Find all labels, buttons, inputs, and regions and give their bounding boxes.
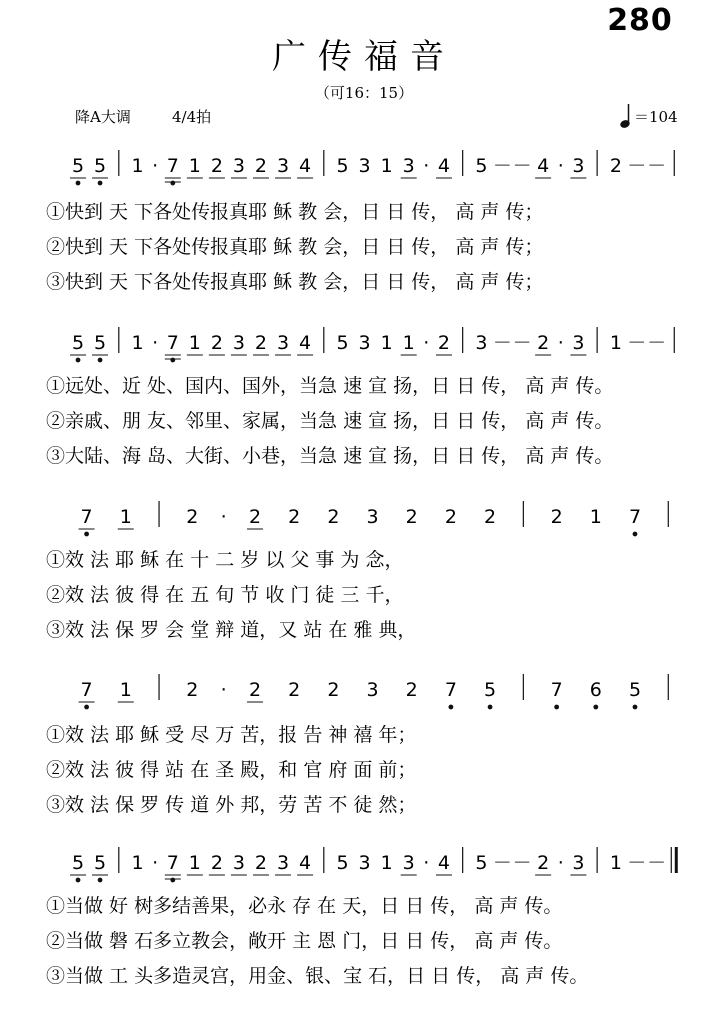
notation-token: 3 [572, 852, 585, 874]
notation-token: － [512, 852, 532, 874]
notation-token: · [557, 332, 564, 354]
notation-token: 2 [405, 679, 418, 701]
notation-token: 1 [131, 332, 144, 354]
notation-token: 2 [248, 679, 262, 701]
notation-token: 7 [166, 852, 179, 874]
notation-token: － [627, 155, 647, 177]
section-2 [46, 327, 674, 467]
notation-token: 3 [232, 332, 245, 354]
notation-token: 5 [94, 155, 107, 177]
lyric-line: ②当做 磐 石多立教会，敞开 主 恩 门，日 日 传， 高 声 传。 [46, 930, 563, 952]
notation-token: 4 [299, 852, 312, 874]
notation-token: 3 [475, 332, 488, 354]
page-number: 280 [607, 3, 673, 38]
lyric-line: ③快到 天 下各处传报真耶 稣 教 会，日 日 传， 高 声 传； [46, 271, 544, 293]
low-dot-mark [633, 705, 637, 709]
notation-token: 7 [166, 332, 179, 354]
lyric-line: ①远处、近 处、国内、国外，当急 速 宣 扬，日 日 传， 高 声 传。 [46, 375, 614, 397]
notation-token: 2 [210, 155, 223, 177]
notation-token: · [220, 506, 227, 528]
notation-token: 4 [437, 852, 450, 874]
notation-token: 1 [131, 852, 144, 874]
notation-token: 2 [248, 506, 262, 528]
notation-token: 2 [254, 332, 268, 354]
notation-token: 3 [232, 155, 245, 177]
notation-token: － [512, 155, 532, 177]
low-dot-mark [98, 181, 102, 185]
notation-token: 4 [537, 155, 550, 177]
notation-token: 6 [589, 679, 602, 701]
section-1 [46, 150, 674, 293]
quarter-note-icon [620, 104, 630, 128]
notation-token: 2 [254, 155, 268, 177]
notation-token: 3 [358, 332, 371, 354]
low-dot-mark [76, 878, 80, 882]
notation-token: 7 [550, 679, 563, 701]
notation-token: 4 [437, 155, 450, 177]
notation-token: 1 [380, 155, 393, 177]
low-dot-mark [449, 705, 453, 709]
notation-token: 2 [437, 332, 450, 354]
lyric-line: ③大陆、海 岛、大街、小巷，当急 速 宣 扬，日 日 传， 高 声 传。 [46, 445, 614, 467]
low-dot-mark [633, 532, 637, 536]
notation-token: 1 [609, 852, 622, 874]
notation-token: 2 [444, 506, 457, 528]
notation-token: · [557, 155, 564, 177]
notation-token: 2 [254, 852, 268, 874]
notation-token: 3 [402, 155, 415, 177]
low-dot-mark [488, 705, 492, 709]
notation-token: 5 [71, 852, 85, 874]
notation-token: · [152, 332, 159, 354]
notation-token: 2 [327, 679, 340, 701]
notation-token: 2 [550, 506, 563, 528]
notation-token: 2 [327, 506, 340, 528]
notation-token: － [647, 332, 667, 354]
notation-token: 7 [166, 155, 179, 177]
notation-token: 2 [186, 506, 199, 528]
notation-token: 2 [484, 506, 497, 528]
notation-token: · [152, 155, 159, 177]
notation-token: 1 [188, 332, 201, 354]
notation-token: 2 [288, 506, 301, 528]
notation-token: · [423, 155, 430, 177]
notation-token: · [423, 852, 430, 874]
notation-token: 1 [188, 852, 201, 874]
notation-token: 3 [358, 155, 371, 177]
low-dot-mark [555, 705, 559, 709]
notation-token: 7 [80, 679, 93, 701]
notation-token: 3 [572, 155, 585, 177]
notation-token: 1 [119, 679, 132, 701]
low-dot-mark [76, 358, 80, 362]
notation-token: － [647, 155, 667, 177]
lyric-line: ①效 法 耶 稣 受 尽 万 苦，报 告 神 禧 年； [46, 724, 417, 746]
scripture-reference: （可16：15） [314, 84, 414, 102]
notation-token: 7 [444, 679, 457, 701]
section-5 [46, 847, 676, 987]
notation-token: － [627, 852, 647, 874]
notation-token: 7 [628, 506, 642, 528]
notation-token: 1 [131, 155, 144, 177]
notation-token: 3 [366, 679, 379, 701]
notation-token: 5 [475, 852, 488, 874]
notation-token: － [647, 852, 667, 874]
notation-token: · [557, 852, 564, 874]
page-title: 广传福音 [272, 37, 456, 77]
notation-token: · [423, 332, 430, 354]
notation-token: 5 [336, 332, 349, 354]
tempo-value: ＝104 [634, 108, 678, 126]
notation-token: 3 [276, 155, 290, 177]
notation-token: 2 [405, 506, 418, 528]
notation-token: 1 [188, 155, 201, 177]
low-dot-mark [76, 181, 80, 185]
lyric-line: ③效 法 保 罗 传 道 外 邦，劳 苦 不 徒 然； [46, 794, 417, 816]
notation-token: 5 [475, 155, 488, 177]
notation-token: － [627, 332, 647, 354]
lyric-line: ①当做 好 树多结善果，必永 存 在 天，日 日 传， 高 声 传。 [46, 895, 563, 917]
notation-token: 5 [336, 852, 349, 874]
lyric-line: ②亲戚、朋 友、邻里、家属，当急 速 宣 扬，日 日 传， 高 声 传。 [46, 410, 614, 432]
sections [46, 150, 676, 987]
notation-token: 3 [402, 852, 415, 874]
notation-token: 1 [119, 506, 132, 528]
notation-token: 1 [380, 332, 393, 354]
section-3 [46, 501, 668, 641]
notation-token: 2 [210, 852, 223, 874]
lyric-line: ②效 法 彼 得 在 五 旬 节 收 门 徒 三 千， [46, 584, 404, 606]
lyric-line: ①快到 天 下各处传报真耶 稣 教 会，日 日 传， 高 声 传； [46, 201, 544, 223]
lyric-line: ③效 法 保 罗 会 堂 辩 道，又 站 在 雅 典， [46, 619, 417, 641]
low-dot-mark [98, 358, 102, 362]
notation-token: 3 [232, 852, 245, 874]
low-dot-mark [98, 878, 102, 882]
notation-token: 1 [589, 506, 602, 528]
notation-token: － [492, 155, 512, 177]
section-4 [46, 674, 668, 816]
notation-token: － [492, 332, 512, 354]
notation-token: 5 [71, 155, 85, 177]
notation-token: 2 [288, 679, 301, 701]
notation-token: 1 [402, 332, 415, 354]
key-signature: 降A大调 [75, 108, 131, 126]
notation-token: 2 [537, 852, 550, 874]
notation-token: 2 [609, 155, 622, 177]
notation-token: 5 [71, 332, 85, 354]
low-dot-mark [594, 705, 598, 709]
low-dot-mark [85, 532, 89, 536]
notation-token: 5 [94, 852, 107, 874]
notation-token: 2 [186, 679, 199, 701]
notation-token: 7 [80, 506, 93, 528]
notation-token: 3 [276, 332, 290, 354]
notation-token: 4 [299, 332, 312, 354]
notation-token: 2 [210, 332, 223, 354]
notation-token: · [152, 852, 159, 874]
notation-token: 2 [537, 332, 550, 354]
time-signature: 4/4拍 [172, 108, 212, 126]
notation-token: · [220, 679, 227, 701]
notation-token: － [492, 852, 512, 874]
notation-token: － [512, 332, 532, 354]
notation-token: 4 [299, 155, 312, 177]
notation-token: 1 [380, 852, 393, 874]
notation-token: 1 [609, 332, 622, 354]
notation-token: 5 [94, 332, 107, 354]
notation-token: 3 [572, 332, 585, 354]
notation-token: 5 [336, 155, 349, 177]
notation-token: 5 [484, 679, 497, 701]
low-dot-mark [85, 705, 89, 709]
notation-token: 3 [366, 506, 379, 528]
lyric-line: ②效 法 彼 得 站 在 圣 殿，和 官 府 面 前； [46, 759, 417, 781]
notation-token: 5 [628, 679, 642, 701]
notation-token: 3 [358, 852, 371, 874]
lyric-line: ②快到 天 下各处传报真耶 稣 教 会，日 日 传， 高 声 传； [46, 236, 544, 258]
lyric-line: ③当做 工 头多造灵宫，用金、银、宝 石，日 日 传， 高 声 传。 [46, 965, 589, 987]
notation-token: 3 [276, 852, 290, 874]
lyric-line: ①效 法 耶 稣 在 十 二 岁 以 父 事 为 念， [46, 549, 404, 571]
